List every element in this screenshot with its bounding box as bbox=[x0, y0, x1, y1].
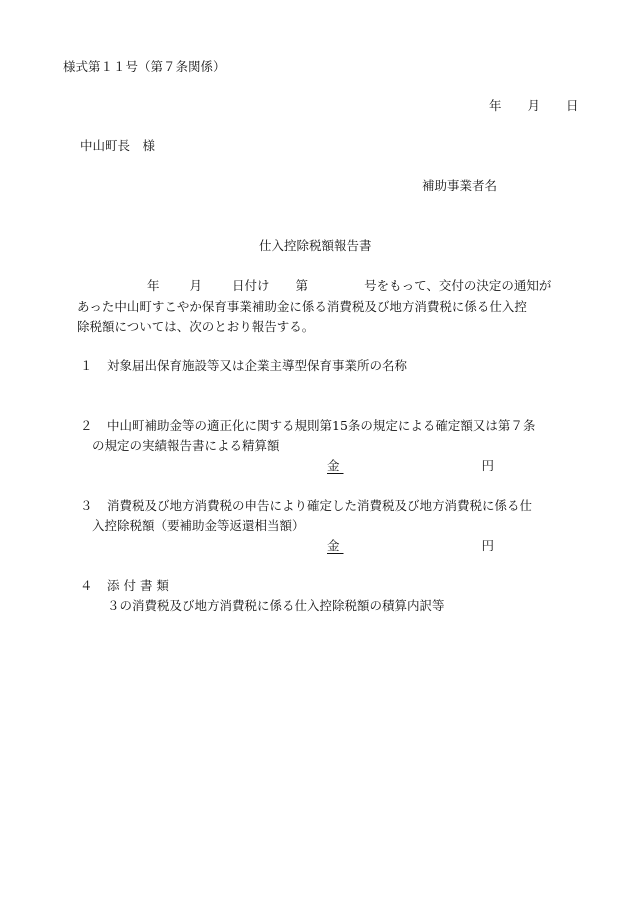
intro-line-1 bbox=[147, 277, 551, 294]
item-2-amount-suffix: 円 bbox=[481, 458, 494, 473]
item-4-number: ４ bbox=[80, 578, 93, 593]
intro-go: 号をもって、交付の決定の通知が bbox=[364, 278, 552, 293]
item-3-amount-suffix: 円 bbox=[481, 538, 494, 553]
item-1-number: １ bbox=[80, 358, 93, 373]
intro-year: 年 bbox=[147, 278, 160, 293]
item-4-text-2: ３の消費税及び地方消費税に係る仕入控除税額の積算内訳等 bbox=[107, 598, 445, 613]
intro-line-3: 除税額については、次のとおり報告する。 bbox=[77, 319, 315, 334]
intro-month: 月 bbox=[189, 278, 203, 293]
applicant-label: 補助事業者名 bbox=[422, 178, 498, 193]
item-2-amount bbox=[327, 457, 494, 474]
item-2-text-2: の規定の実績報告書による精算額 bbox=[92, 438, 280, 453]
form-number: 様式第１１号（第７条関係） bbox=[63, 59, 226, 74]
item-4-text-1: 添 付 書 類 bbox=[107, 578, 169, 593]
item-3-text-2: 入控除税額（要補助金等返還相当額） bbox=[92, 518, 305, 533]
item-3-amount-prefix: 金 bbox=[327, 538, 340, 553]
intro-line-2: あった中山町すこやか保育事業補助金に係る消費税及び地方消費税に係る仕入控 bbox=[77, 299, 527, 314]
item-3-number: ３ bbox=[80, 498, 93, 513]
addressee: 中山町長 様 bbox=[80, 138, 156, 153]
intro-dai: 第 bbox=[295, 278, 309, 293]
date-month: 月 bbox=[527, 98, 541, 113]
date-line bbox=[489, 97, 579, 114]
date-year: 年 bbox=[489, 98, 502, 113]
intro-day: 日付け bbox=[232, 278, 270, 293]
item-2-number: ２ bbox=[80, 418, 93, 433]
item-3-text-1: 消費税及び地方消費税の申告により確定した消費税及び地方消費税に係る仕 bbox=[107, 498, 533, 513]
item-1-text: 対象届出保育施設等又は企業主導型保育事業所の名称 bbox=[107, 358, 408, 373]
item-3-amount bbox=[327, 537, 494, 554]
document-title: 仕入控除税額報告書 bbox=[259, 238, 372, 253]
date-day: 日 bbox=[566, 98, 579, 113]
item-2-amount-prefix: 金 bbox=[327, 458, 340, 473]
item-2-text-1: 中山町補助金等の適正化に関する規則第15条の規定による確定額又は第７条 bbox=[107, 418, 536, 433]
